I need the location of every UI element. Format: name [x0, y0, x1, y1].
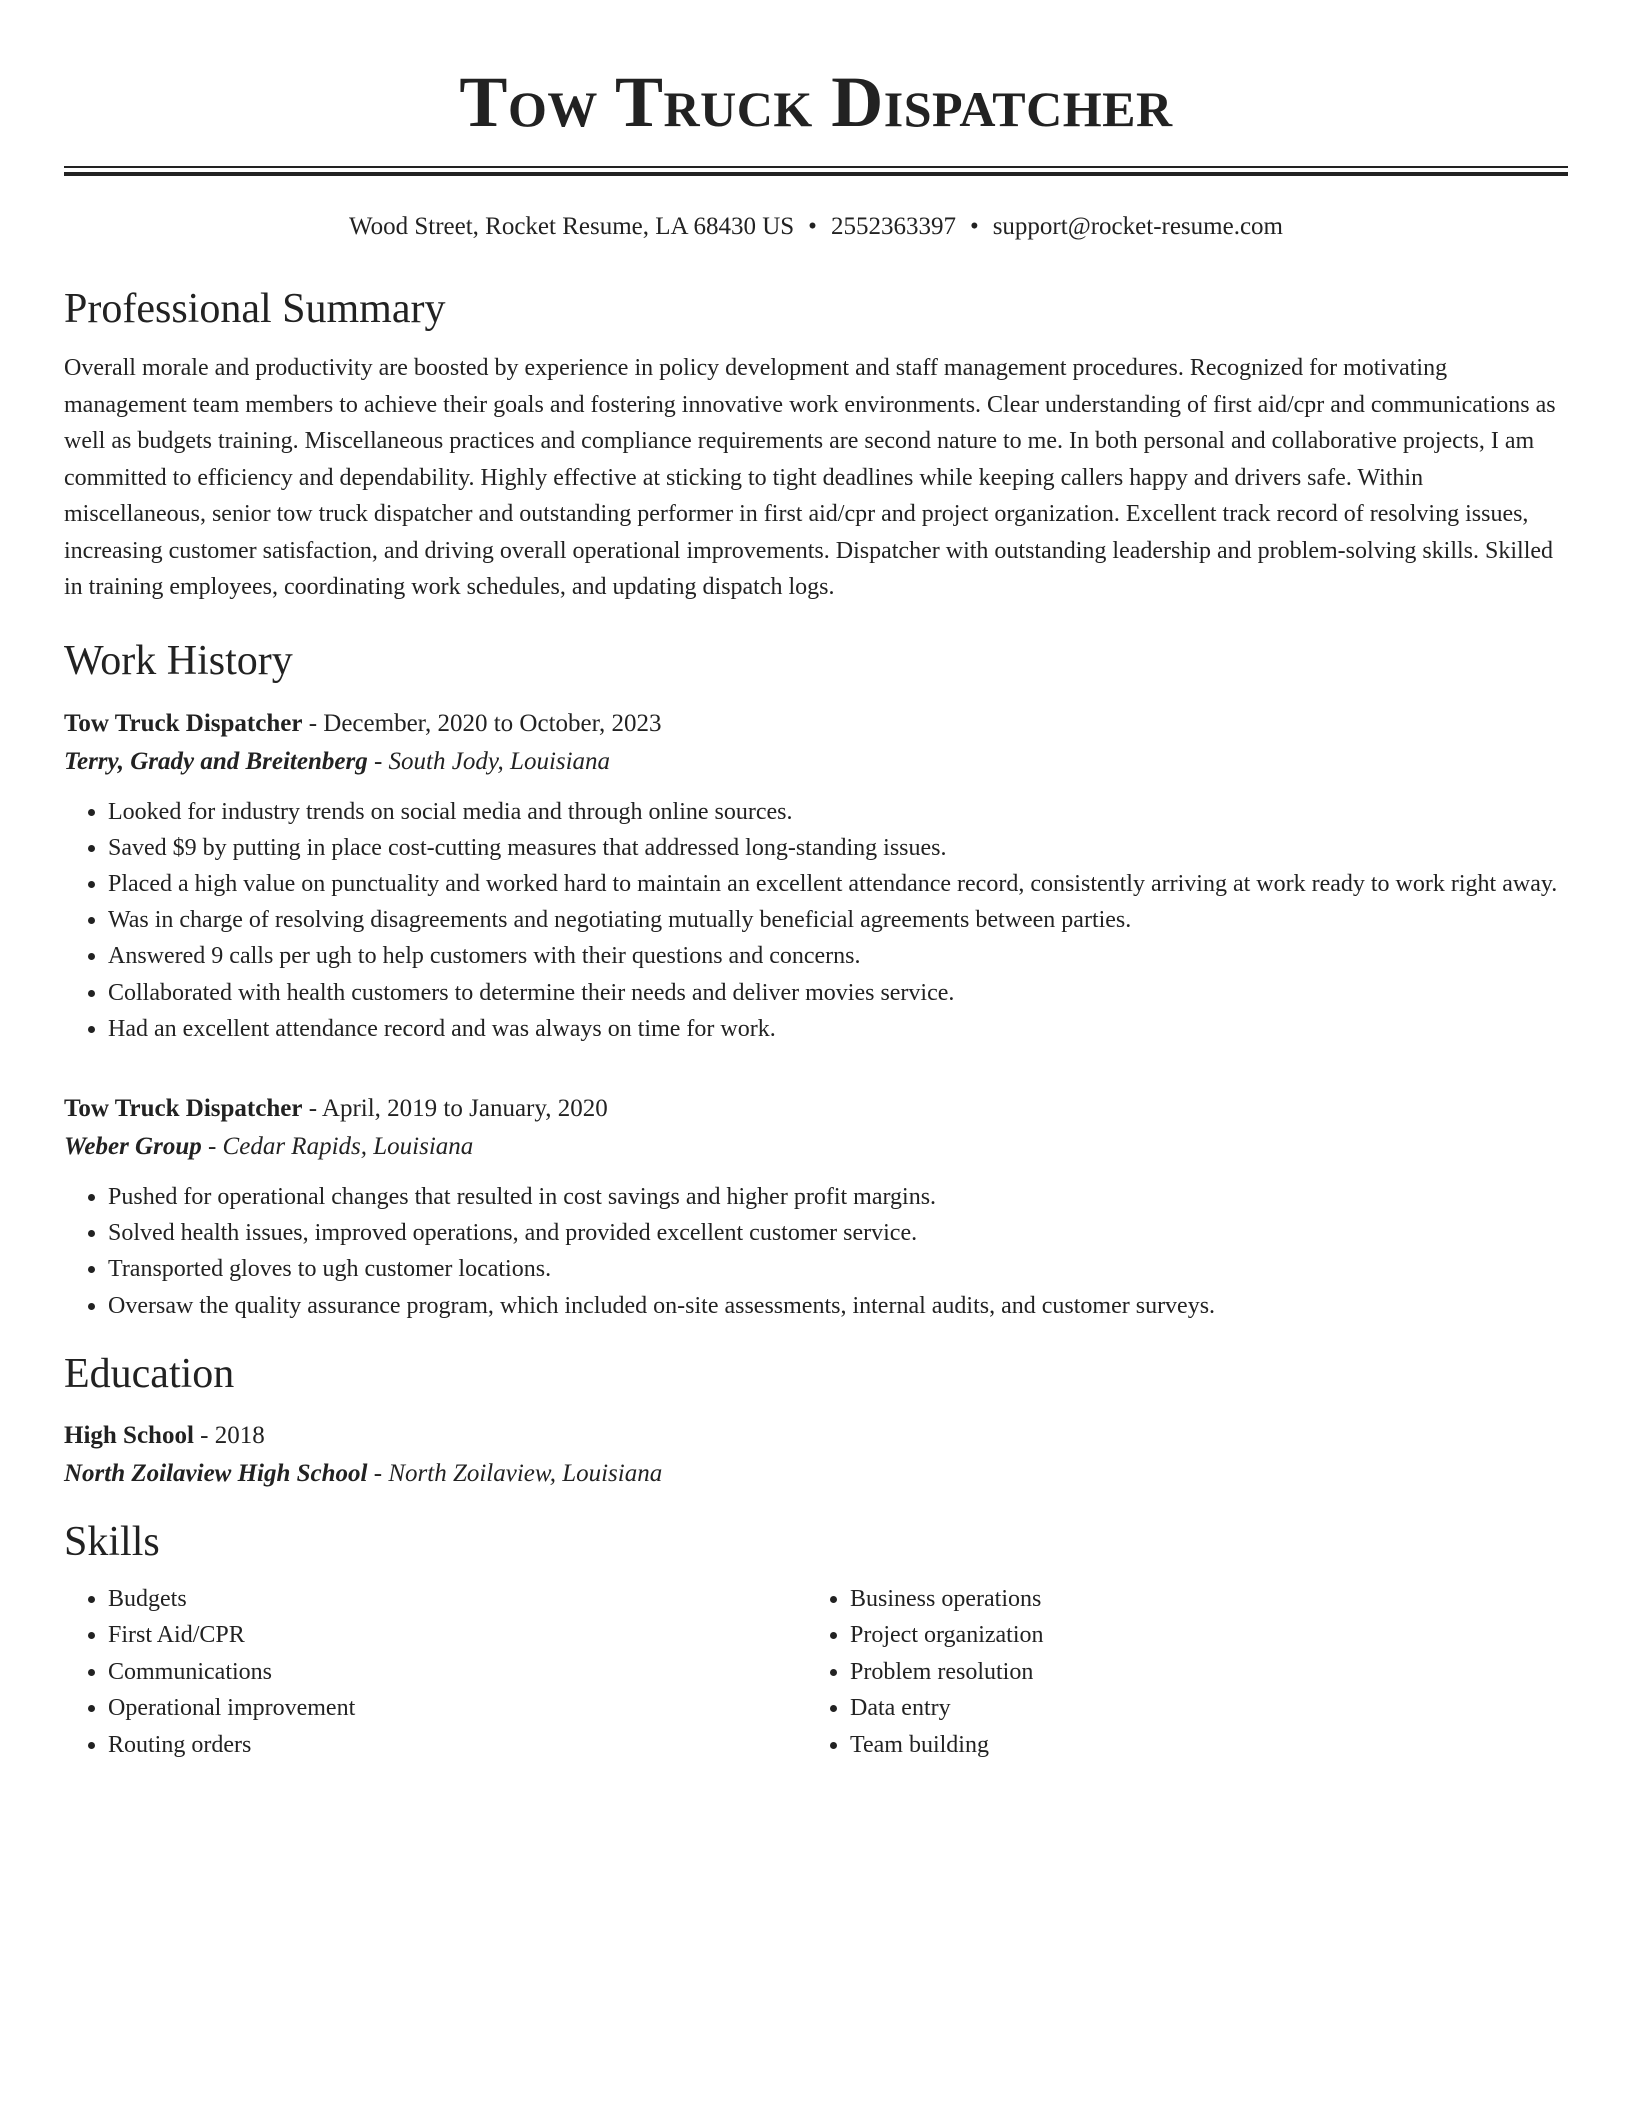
- summary-text: Overall morale and productivity are boosted by experience in policy development and staff management procedures. Recognized for motivating management team members to achieve their goals and fostering innovative work environments. Clear understanding of first aid/cpr and communications as well as budgets training. Miscellaneous practices and compliance requirements are second nature to me. In both personal and collaborative projects, I am committed to efficiency and dependability. Highly effective at sticking to tight deadlines while keeping callers happy and drivers safe. Within miscellaneous, senior tow truck dispatcher and outstanding performer in first aid/cpr and project organization. Excellent track record of resolving issues, increasing customer satisfaction, and driving overall operational improvements. Dispatcher with outstanding leadership and problem-solving skills. Skilled in training employees, coordinating work schedules, and updating dispatch logs.: [64, 355, 1556, 600]
- job-location: - Cedar Rapids, Louisiana: [201, 1132, 474, 1160]
- school-name: North Zoilaview High School: [64, 1459, 368, 1487]
- skill-item: • First Aid/CPR: [108, 1617, 806, 1654]
- list-item: • Had an excellent attendance record and was always on time for work.: [108, 1011, 1568, 1047]
- list-item: • Oversaw the quality assurance program, which included on-site assessments, internal audits, and customer surveys.: [108, 1288, 1568, 1324]
- skill-item: • Problem resolution: [850, 1654, 1548, 1691]
- education-entry: [64, 1417, 1568, 1493]
- list-item: • Saved $9 by putting in place cost-cutting measures that addressed long-standing issues.: [108, 830, 1568, 866]
- job-duties-list: [64, 1179, 1568, 1324]
- resume-name: Tow Truck Dispatcher: [459, 62, 1173, 142]
- skill-item: • Budgets: [108, 1581, 806, 1618]
- job-employer-line: [64, 1128, 1568, 1166]
- divider-thin-line: [64, 166, 1568, 168]
- contact-line: [64, 212, 1568, 242]
- skill-item: • Communications: [108, 1654, 806, 1691]
- contact-address: Wood Street, Rocket Resume, LA 68430 US: [349, 213, 795, 240]
- list-item: • Looked for industry trends on social media and through online sources.: [108, 794, 1568, 830]
- education-heading: Education: [64, 1350, 235, 1397]
- skill-item: • Project organization: [850, 1617, 1548, 1654]
- job-duties-list: [64, 794, 1568, 1047]
- list-item: • Pushed for operational changes that resulted in cost savings and higher profit margins.: [108, 1179, 1568, 1215]
- skill-item: • Team building: [850, 1727, 1548, 1764]
- job-title: Tow Truck Dispatcher: [64, 1094, 303, 1122]
- degree-line: [64, 1417, 1568, 1455]
- job-location: - South Jody, Louisiana: [367, 747, 611, 775]
- resume-page: [64, 0, 1568, 1763]
- skills-list-right: [806, 1581, 1548, 1764]
- job-dates: - April, 2019 to January, 2020: [302, 1094, 608, 1122]
- skill-item: • Data entry: [850, 1690, 1548, 1727]
- list-item: • Answered 9 calls per ugh to help customers with their questions and concerns.: [108, 938, 1568, 974]
- bullet-separator: •: [969, 213, 979, 240]
- skills-list-left: [64, 1581, 806, 1764]
- work-history-heading: Work History: [64, 637, 293, 684]
- summary-heading: Professional Summary: [64, 286, 446, 332]
- job-employer: Terry, Grady and Breitenberg: [64, 747, 368, 775]
- job-title: Tow Truck Dispatcher: [64, 709, 303, 737]
- contact-phone: 2552363397: [830, 213, 956, 240]
- skill-item: • Operational improvement: [108, 1690, 806, 1727]
- degree: High School: [64, 1421, 194, 1449]
- divider-thick-line: [64, 172, 1568, 176]
- job-entry: [64, 705, 1568, 1047]
- job-employer-line: [64, 743, 1568, 781]
- list-item: • Solved health issues, improved operations, and provided excellent customer service.: [108, 1215, 1568, 1251]
- skill-item: • Business operations: [850, 1581, 1548, 1618]
- job-title-line: [64, 705, 1568, 743]
- job-employer: Weber Group: [64, 1132, 202, 1160]
- job-title-line: [64, 1090, 1568, 1128]
- list-item: • Was in charge of resolving disagreements and negotiating mutually beneficial agreements between parties.: [108, 902, 1568, 938]
- school-line: [64, 1455, 1568, 1493]
- list-item: • Transported gloves to ugh customer locations.: [108, 1251, 1568, 1287]
- bullet-separator: •: [808, 213, 817, 240]
- list-item: • Collaborated with health customers to determine their needs and deliver movies service.: [108, 975, 1568, 1011]
- graduation-year: - 2018: [193, 1421, 265, 1449]
- contact-email: support@rocket-resume.com: [992, 213, 1283, 240]
- skills-heading: Skills: [64, 1518, 160, 1565]
- school-location: - North Zoilaview, Louisiana: [367, 1459, 663, 1487]
- list-item: • Placed a high value on punctuality and worked hard to maintain an excellent attendance record, consistently arriving at work ready to work right away.: [108, 866, 1568, 902]
- header-divider: [64, 166, 1568, 176]
- job-entry: [64, 1090, 1568, 1324]
- skill-item: • Routing orders: [108, 1727, 806, 1764]
- skills-columns: [64, 1581, 1568, 1764]
- job-dates: - December, 2020 to October, 2023: [302, 709, 662, 737]
